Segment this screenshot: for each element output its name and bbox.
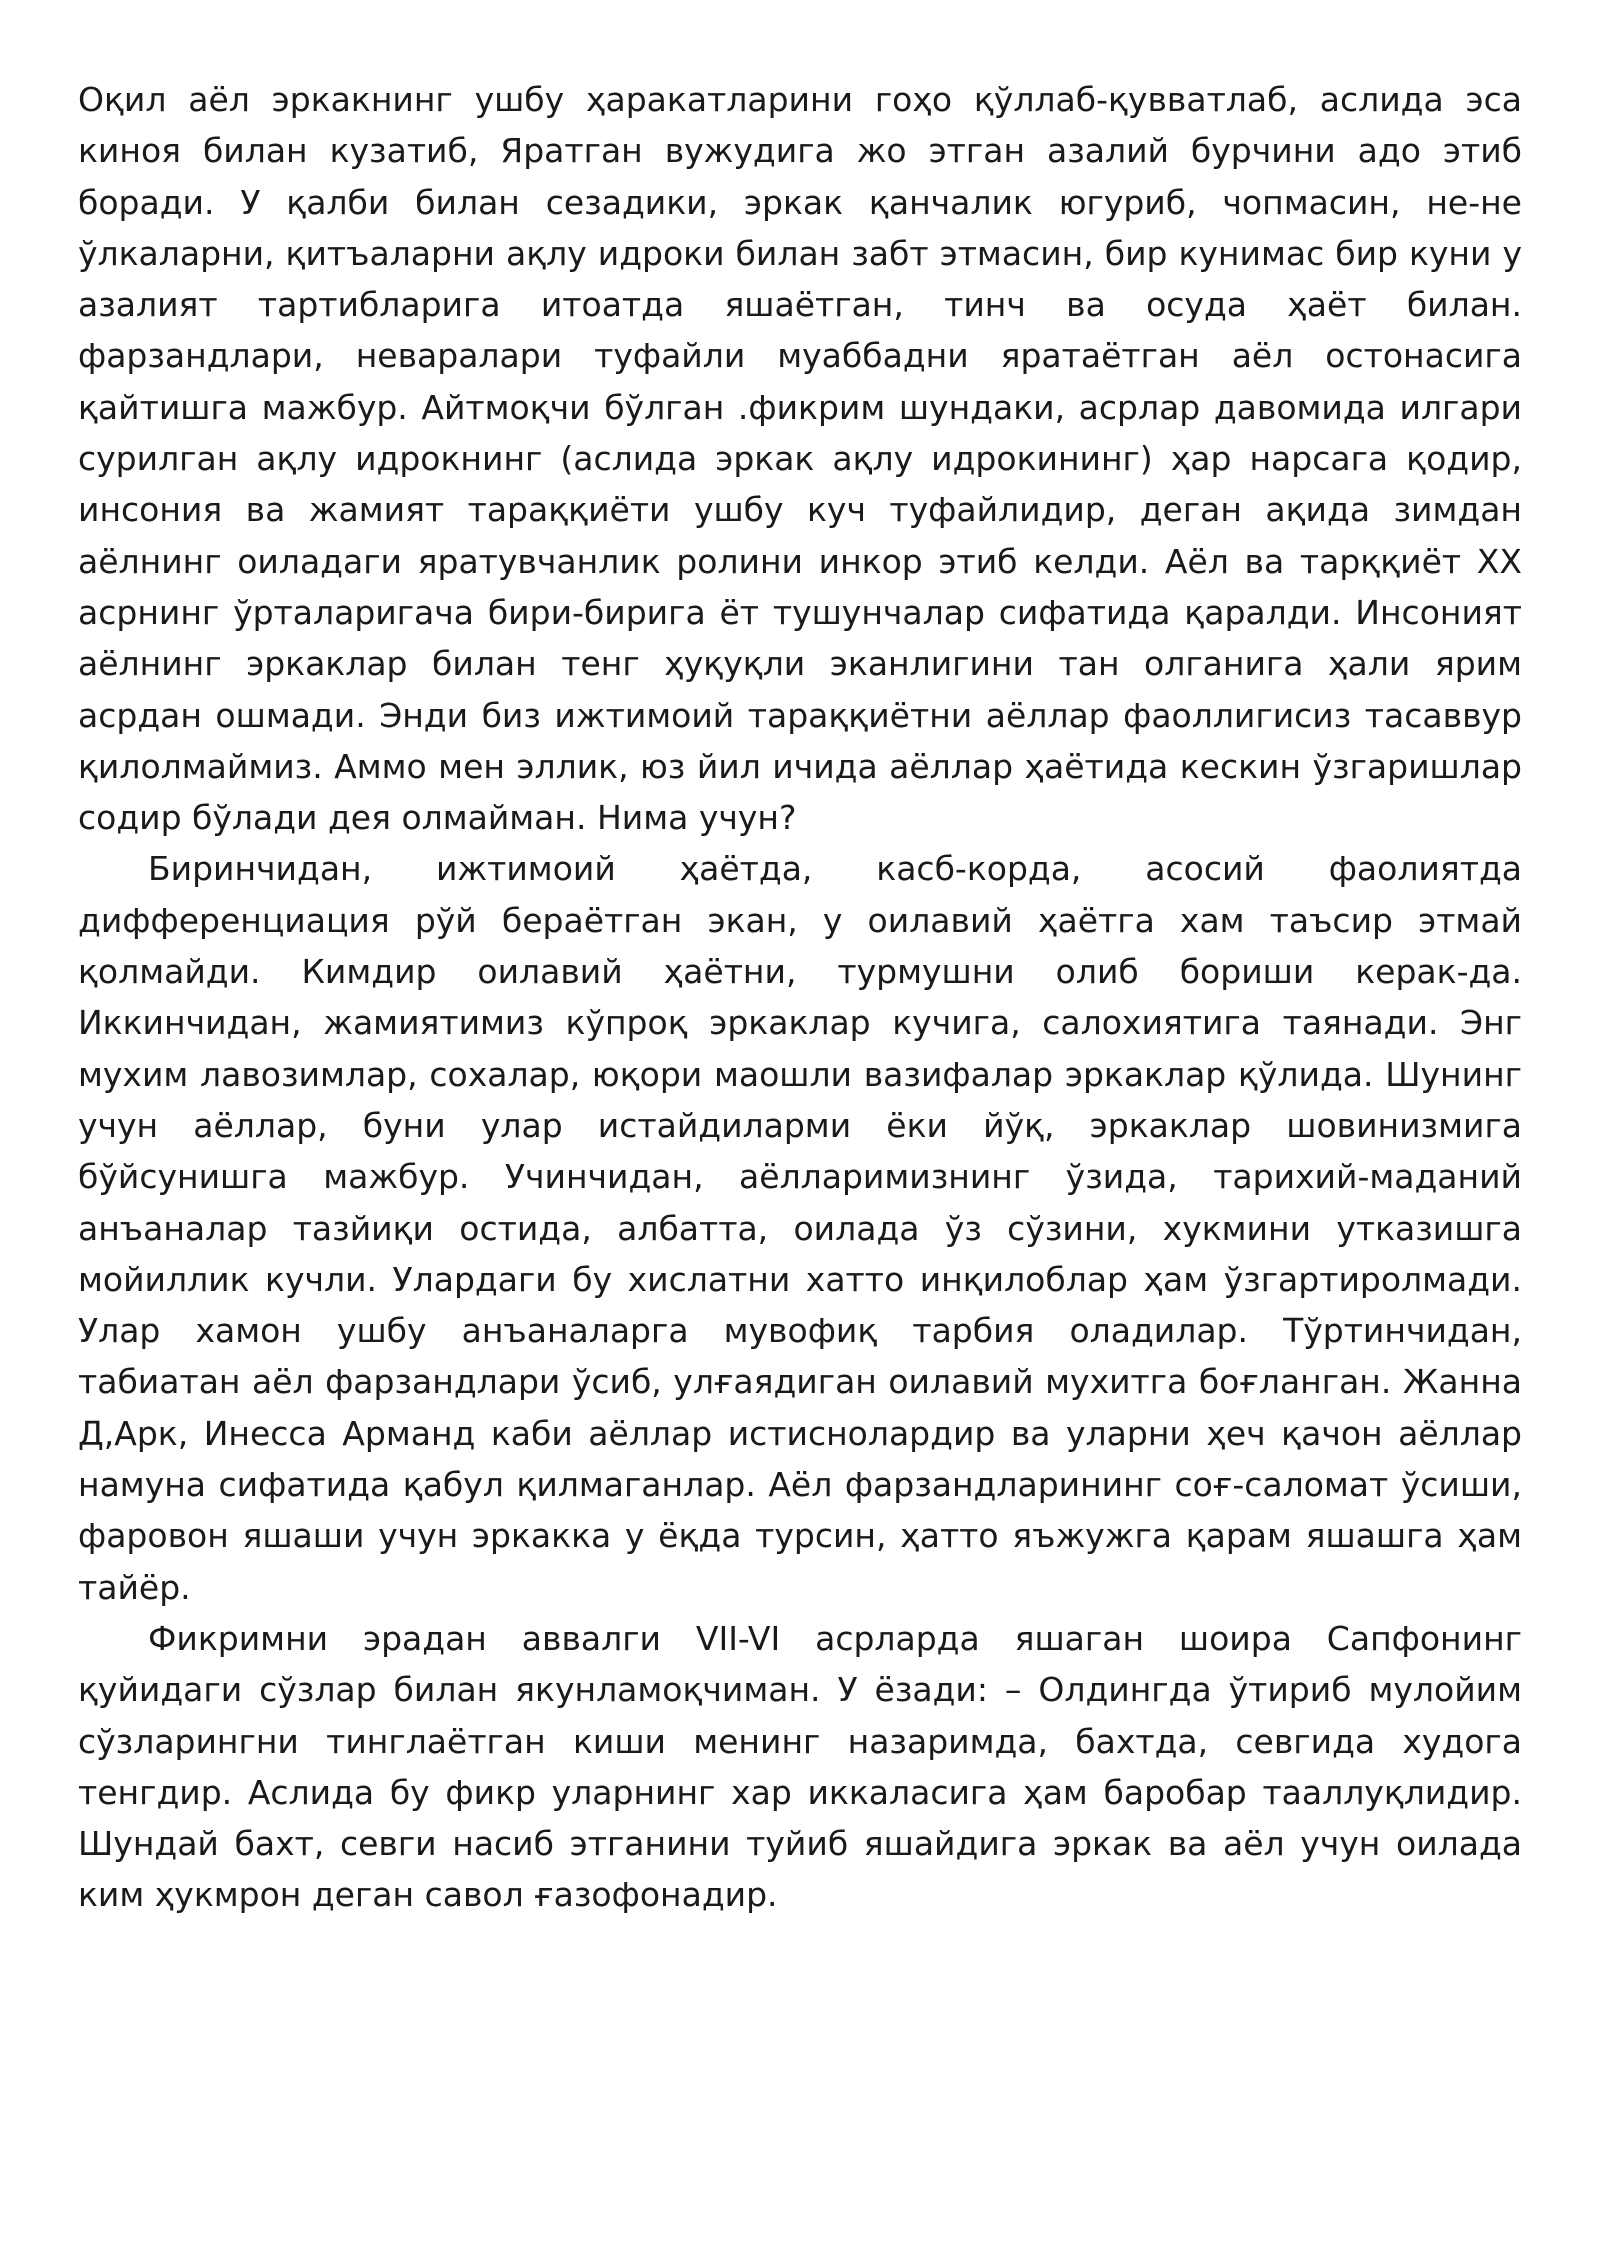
paragraph-1: Оқил аёл эркакнинг ушбу ҳаракатларини гоҳо қўллаб-қувватлаб, аслида эса киноя билан кузатиб, Яратган вужудига жо этган азалий бурчини адо этиб боради. У қалби билан сезадики, эркак қанчалик югуриб, чопмасин, не-не ўлкаларни, қитъаларни ақлу идроки билан забт этмасин, бир кунимас бир куни у азалият тартибларига итоатда яшаётган, тинч ва осуда ҳаёт билан. фарзандлари, невaралари туфайли муаббадни яратаётган аёл остонасига қайтишга мажбур. Айтмоқчи бўлган .фикрим шундаки, асрлар давомида илгари сурилган ақлу идрокнинг (аслида эркак ақлу идрокининг) ҳар нарсага қодир, инсония ва жамият тараққиёти ушбу куч туфайлидир, деган ақида зимдан аёлнинг оиладаги яратувчанлик ролини инкор этиб келди. Аёл ва тарққиёт XX асрнинг ўрталаригача бири-бирига ёт тушунчалар сифатида қаралди. Инсоният аёлнинг эркаклар билан тенг ҳуқуқли эканлигини тан олганига ҳали ярим асрдан ошмади. Энди биз ижтимоий тараққиётни аёллар фаоллигисиз тасаввур қилолмаймиз. Аммо мен эллик, юз йил ичида аёллар ҳаётида кескин ўзгаришлар содир бўлади дея олмайман. Нима учун? — [78, 80, 1522, 838]
paragraph-3: Фикримни эрадан аввалги VII-VI асрларда яшаган шоира Сапфонинг қуйидаги сўзлар билан якунламоқчиман. У ёзади: – Олдингда ўтириб мулойим сўзларингни тинглаётган киши менинг назаримда, бахтда, севгида худога тенгдир. Аслида бу фикр уларнинг хар иккаласига ҳам баробар тааллуқлидир. Шундай бахт, севги насиб этганини туйиб яшайдига эркак ва аёл учун оилада ким ҳукмрон деган савол ғазофонадир. — [78, 1618, 1522, 1915]
document-page — [78, 74, 1522, 1921]
paragraph-2: Биринчидан, ижтимоий ҳаётда, касб-корда, асосий фаолиятда дифференциация рўй бераётган экан, у оилавий ҳаётга хам таъсир этмай қолмайди. Кимдир оилавий ҳаётни, турмушни олиб бориши керак-да. Иккинчидан, жамиятимиз кўпроқ эркаклар кучига, салохиятига таянади. Энг мухим лавозимлар, сохалар, юқори маошли вазифалар эркаклар қўлида. Шунинг учун аёллар, буни улар истайдиларми ёки йўқ, эркаклар шовинизмига бўйсунишга мажбур. Учинчидан, аёлларимизнинг ўзида, тарихий-маданий анъаналар тазйиқи остида, албатта, оилада ўз сўзини, хукмини утказишга мойиллик кучли. Улардаги бу хислатни хатто инқилоблар ҳам ўзгартиролмади. Улар хамон ушбу анъаналарга мувофиқ тарбия оладилар. Тўртинчидан, табиатан аёл фарзандлари ўсиб, улғаядиган оилавий мухитга боғланган. Жанна Д,Арк, Инесса Арманд каби аёллар истиснолардир ва уларни ҳеч қачон аёллар намуна сифатида қабул қилмаганлар. Аёл фарзандларининг соғ-саломат ўсиши, фаровон яшаши учун эркакка у ёқда турсин, ҳатто яъжужга қарам яшашга ҳам тайёр. — [78, 849, 1522, 1607]
